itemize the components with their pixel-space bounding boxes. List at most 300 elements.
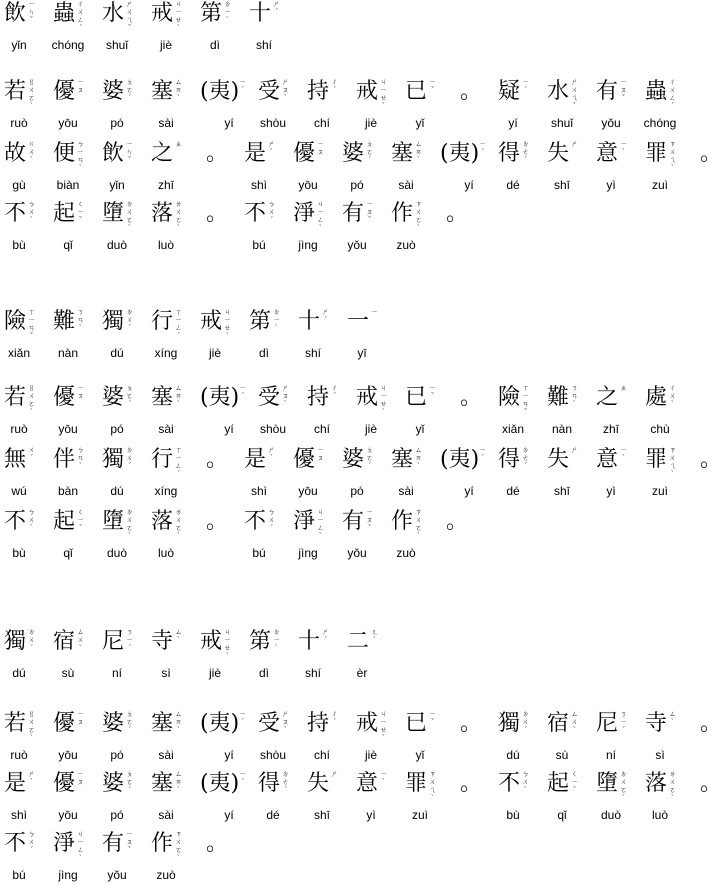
zhuyin-annotation: ㄐㄧㄥˋ [77,830,84,862]
ruby-character [596,78,636,134]
pinyin-annotation: jiè [159,38,172,52]
zhuyin-annotation: ㄗㄨㄛˋ [415,508,422,540]
hanzi-glyph: 得 [498,141,521,166]
ruby-character [293,446,333,502]
hanzi-glyph: (夷) [440,447,480,472]
ruby-character [645,446,685,502]
hanzi-glyph: 墮 [596,771,619,796]
pinyin-annotation: sài [398,178,414,192]
zhuyin-annotation: ㄖㄨㄛˋ [28,384,35,416]
pinyin-annotation: yì [366,808,376,822]
pinyin-annotation: sì [161,666,171,680]
zhuyin-annotation: ㄙˋ [175,628,182,644]
ruby-character [547,446,587,502]
zhuyin-annotation: ㄆㄛˊ [366,446,373,470]
pinyin-annotation: yōu [58,422,78,436]
ruby-character [547,140,587,196]
ruby-character [249,0,289,56]
zhuyin-annotation: ㄅㄢˋ [77,446,84,470]
ruby-character [298,628,338,684]
hanzi-glyph: 作 [391,201,414,226]
zhuyin-annotation: ㄙㄞˋ [175,78,182,102]
pinyin-annotation: yǐ [415,116,425,130]
ruby-character [307,770,347,826]
ruby-character [498,140,538,196]
section-heading [4,628,701,684]
ruby-character [4,0,44,56]
zhuyin-annotation: ㄖㄨㄛˋ [28,78,35,110]
hanzi-glyph: 有 [342,509,365,534]
ruby-character [4,200,44,256]
hanzi-glyph: 受 [258,385,281,410]
zhuyin-annotation: ㄗㄨㄛˋ [175,830,182,862]
ruby-character [200,384,256,440]
pinyin-annotation: duò [600,808,622,822]
pinyin-annotation: yǒu [601,116,621,130]
pinyin-annotation: sài [158,808,174,822]
pinyin-annotation: bù [12,238,26,252]
zhuyin-annotation: ㄕ [331,770,338,778]
zhuyin-annotation: ㄧˇ [429,78,436,94]
pinyin-annotation: yǐn [109,178,125,192]
hanzi-glyph: 淨 [293,201,316,226]
punctuation-mark: 。 [700,771,722,796]
hanzi-glyph: 意 [596,141,619,166]
zhuyin-annotation: ㄆㄛˊ [126,78,133,102]
hanzi-glyph: 得 [498,447,521,472]
hanzi-glyph: 行 [151,309,174,334]
ruby-character [4,508,44,564]
zhuyin-annotation: ㄙㄨˋ [77,628,84,652]
pinyin-annotation: zuì [651,484,668,498]
hanzi-glyph: 不 [244,509,267,534]
hanzi-glyph: 十 [249,1,272,26]
pinyin-annotation: shì [250,484,267,498]
zhuyin-annotation: ㄧㄡˇ [620,78,627,102]
zhuyin-annotation: ㄉㄨㄛˋ [126,508,133,540]
pinyin-annotation: luò [157,546,174,560]
zhuyin-annotation: ㄐㄧㄝˋ [380,78,387,110]
hanzi-glyph: 塞 [151,79,174,104]
ruby-character [4,308,44,364]
pinyin-annotation: ruò [10,422,28,436]
hanzi-glyph: 落 [645,771,668,796]
ruby-character [53,508,93,564]
ruby-character [356,384,396,440]
ruby-character [4,78,44,134]
ruby-character [151,628,191,684]
pinyin-annotation: shī [553,178,570,192]
ruby-character [645,384,685,440]
hanzi-glyph: 罪 [645,141,668,166]
pinyin-annotation: nàn [551,422,573,436]
zhuyin-annotation: ㄔㄨˋ [669,384,676,408]
zhuyin-annotation: ㄆㄛˊ [126,710,133,734]
hanzi-glyph: 寺 [151,629,174,654]
zhuyin-annotation: ㄧㄡ [317,446,324,462]
pinyin-annotation: jiè [364,748,377,762]
zhuyin-annotation: ㄆㄛˊ [126,384,133,408]
hanzi-glyph: 失 [307,771,330,796]
zhuyin-annotation: ㄉㄨˊ [126,308,133,332]
hanzi-glyph: 水 [547,79,570,104]
text-line [4,140,722,196]
ruby-character [102,830,142,886]
pinyin-annotation: jiè [208,346,221,360]
pinyin-annotation: shòu [259,422,287,436]
ruby-character [53,446,93,502]
punctuation-mark: 。 [206,447,229,472]
zhuyin-annotation: ㄕˋ [268,140,275,156]
ruby-character [356,710,396,766]
ruby-character [4,830,44,886]
hanzi-glyph: 優 [293,141,316,166]
zhuyin-annotation: ㄐㄧㄥˋ [317,508,324,540]
hanzi-glyph: 獨 [498,711,521,736]
punctuation-mark: 。 [700,141,722,166]
hanzi-glyph: 落 [151,201,174,226]
pinyin-annotation: shì [250,178,267,192]
ruby-character [645,140,685,196]
hanzi-glyph: 塞 [391,141,414,166]
hanzi-glyph: 不 [4,201,27,226]
zhuyin-annotation: ㄕˊ [322,628,329,644]
pinyin-annotation: zuò [396,546,416,560]
zhuyin-annotation: ㄙㄞˋ [175,770,182,794]
ruby-character [102,140,142,196]
zhuyin-annotation: ㄗㄨㄟˋ [669,140,676,172]
pinyin-annotation: yōu [298,484,318,498]
pinyin-annotation: sù [61,666,75,680]
zhuyin-annotation: ㄌㄨㄛˋ [669,770,676,802]
pinyin-annotation: xíng [154,484,178,498]
zhuyin-annotation: ㄧㄡˇ [366,508,373,532]
ruby-character [258,770,298,826]
zhuyin-annotation: ㄧㄣˇ [28,0,35,24]
pinyin-annotation: dé [506,178,520,192]
ruby-character [547,710,587,766]
pinyin-annotation: zuò [156,868,176,882]
pinyin-annotation: ruò [10,748,28,762]
zhuyin-annotation: ㄧˊ [239,78,246,94]
hanzi-glyph: 起 [53,509,76,534]
ruby-character [53,770,93,826]
hanzi-glyph: 婆 [102,771,125,796]
punctuation-mark: 。 [460,771,483,796]
ruby-character [102,200,142,256]
ruby-character [498,446,538,502]
ruby-character [4,770,44,826]
hanzi-glyph: 險 [498,385,521,410]
zhuyin-annotation: ㄕㄡˋ [282,710,289,734]
pinyin-annotation: yí [224,422,234,436]
pinyin-annotation: ní [111,666,122,680]
zhuyin-annotation: ㄐㄧㄥˋ [317,200,324,232]
punctuation-mark: 。 [460,79,483,104]
ruby-character [102,0,142,56]
zhuyin-annotation: ㄉㄨˊ [126,446,133,470]
zhuyin-annotation: ㄒㄧㄥˊ [175,446,182,478]
zhuyin-annotation: ㄐㄧㄝˋ [380,384,387,416]
pinyin-annotation: bù [12,546,26,560]
hanzi-glyph: 持 [307,711,330,736]
hanzi-glyph: 落 [151,509,174,534]
pinyin-annotation: dì [258,666,269,680]
hanzi-glyph: 墮 [102,509,125,534]
hanzi-glyph: 已 [405,385,428,410]
ruby-character [440,140,496,196]
hanzi-glyph: 故 [4,141,27,166]
zhuyin-annotation: ㄖㄨㄛˋ [28,710,35,742]
hanzi-glyph: 塞 [151,385,174,410]
hanzi-glyph: 寺 [645,711,668,736]
hanzi-glyph: 受 [258,711,281,736]
zhuyin-annotation: ㄉㄧˋ [273,308,280,332]
punctuation-mark: 。 [206,201,229,226]
punctuation-mark: 。 [700,711,722,736]
zhuyin-annotation: ㄙㄞˋ [415,446,422,470]
hanzi-glyph: 已 [405,711,428,736]
zhuyin-annotation: ㄙㄞˋ [175,710,182,734]
pinyin-annotation: yì [606,484,616,498]
pinyin-annotation: jìng [298,238,318,252]
hanzi-glyph: 戒 [200,309,223,334]
pinyin-annotation: yǐn [11,38,27,52]
pinyin-annotation: jiè [364,116,377,130]
zhuyin-annotation: ㄋㄧˊ [620,710,627,734]
zhuyin-annotation: ㄧㄡ [317,140,324,156]
hanzi-glyph: 持 [307,79,330,104]
pinyin-annotation: yí [224,808,234,822]
hanzi-glyph: 難 [53,309,76,334]
pinyin-annotation: zuò [396,238,416,252]
zhuyin-annotation: ㄧㄡ [77,770,84,786]
zhuyin-annotation: ㄆㄛˊ [126,770,133,794]
hanzi-glyph: 獨 [102,309,125,334]
pinyin-annotation: sù [555,748,569,762]
ruby-character [4,710,44,766]
pinyin-annotation: chí [313,422,330,436]
pinyin-annotation: yǐ [415,748,425,762]
hanzi-glyph: 不 [498,771,521,796]
ruby-character [151,200,191,256]
pinyin-annotation: bú [252,546,266,560]
hanzi-glyph: (夷) [200,711,240,736]
hanzi-glyph: 淨 [293,509,316,534]
zhuyin-annotation: ㄔㄨㄥˊ [77,0,84,32]
pinyin-annotation: chí [313,748,330,762]
pinyin-annotation: yí [508,116,518,130]
punctuation-mark: 。 [206,831,229,856]
ruby-character [4,384,44,440]
hanzi-glyph: 戒 [356,79,379,104]
punctuation-mark: 。 [460,711,483,736]
zhuyin-annotation: ㄨˊ [28,446,35,462]
pinyin-annotation: chí [313,116,330,130]
pinyin-annotation: yǒu [107,868,127,882]
zhuyin-annotation: ㄧㄡ [77,78,84,94]
hanzi-glyph: 有 [596,79,619,104]
ruby-character [405,384,445,440]
zhuyin-annotation: ㄅㄧㄢˋ [77,140,84,172]
hanzi-glyph: 不 [4,831,27,856]
hanzi-glyph: 十 [298,629,321,654]
pinyin-annotation: dú [110,346,124,360]
text-line [4,78,701,134]
pinyin-annotation: chóng [51,38,85,52]
hanzi-glyph: 是 [244,141,267,166]
punctuation-mark: 。 [460,385,483,410]
pinyin-annotation: dú [110,484,124,498]
ruby-character [244,508,284,564]
hanzi-glyph: 宿 [547,711,570,736]
pinyin-annotation: sài [158,422,174,436]
ruby-character [244,140,284,196]
ruby-character [200,710,256,766]
hanzi-glyph: 意 [596,447,619,472]
zhuyin-annotation: ㄑㄧˇ [77,508,84,532]
zhuyin-annotation: ㄧˊ [479,446,486,462]
ruby-character [356,78,396,134]
zhuyin-annotation: ㄅㄨˋ [28,200,35,224]
ruby-character [151,384,191,440]
ruby-character [200,78,256,134]
zhuyin-annotation: ㄧㄡ [77,710,84,726]
zhuyin-annotation: ㄙˋ [669,710,676,726]
pinyin-annotation: bú [12,868,26,882]
ruby-character [53,628,93,684]
pinyin-annotation: duò [106,546,128,560]
zhuyin-annotation: ㄔˊ [331,78,338,94]
hanzi-glyph: 蟲 [645,79,668,104]
zhuyin-annotation: ㄒㄧㄢˇ [522,384,529,416]
pinyin-annotation: ní [605,748,616,762]
hanzi-glyph: 罪 [405,771,428,796]
zhuyin-annotation: ㄕˊ [322,308,329,324]
zhuyin-annotation: ㄆㄛˊ [366,140,373,164]
pinyin-annotation: bú [252,238,266,252]
pinyin-annotation: shí [255,38,272,52]
hanzi-glyph: 尼 [102,629,125,654]
zhuyin-annotation: ㄋㄢˋ [77,308,84,332]
ruby-character [151,830,191,886]
hanzi-glyph: 若 [4,385,27,410]
hanzi-glyph: 險 [4,309,27,334]
hanzi-glyph: (夷) [440,141,480,166]
zhuyin-annotation: ㄧˇ [429,384,436,400]
zhuyin-annotation: ㄉㄨㄛˋ [620,770,627,802]
hanzi-glyph: 優 [53,385,76,410]
hanzi-glyph: 第 [249,629,272,654]
zhuyin-annotation: ㄒㄧㄥˊ [175,308,182,340]
ruby-character [151,140,191,196]
zhuyin-annotation: ㄅㄨˊ [268,200,275,224]
ruby-character [342,200,382,256]
hanzi-glyph: 墮 [102,201,125,226]
ruby-character [258,78,298,134]
hanzi-glyph: 失 [547,447,570,472]
pinyin-annotation: shòu [259,748,287,762]
hanzi-glyph: (夷) [200,385,240,410]
hanzi-glyph: 飲 [102,141,125,166]
ruby-character [342,140,382,196]
hanzi-glyph: 二 [347,629,370,654]
pinyin-annotation: wú [11,484,27,498]
pinyin-annotation: shí [304,346,321,360]
hanzi-glyph: 宿 [53,629,76,654]
hanzi-glyph: 失 [547,141,570,166]
pinyin-annotation: qǐ [63,546,73,560]
ruby-character [151,508,191,564]
zhuyin-annotation: ㄕㄡˋ [282,78,289,102]
hanzi-glyph: 獨 [4,629,27,654]
hanzi-glyph: 蟲 [53,1,76,26]
hanzi-glyph: 戒 [200,629,223,654]
ruby-character [53,0,93,56]
zhuyin-annotation: ㄉㄨˊ [28,628,35,652]
hanzi-glyph: 戒 [356,385,379,410]
zhuyin-annotation: ㄙㄞˋ [175,384,182,408]
hanzi-glyph: 意 [356,771,379,796]
ruby-character [405,770,445,826]
hanzi-glyph: 獨 [102,447,125,472]
hanzi-glyph: 飲 [4,1,27,26]
ruby-character [391,140,431,196]
zhuyin-annotation: ㄧˊ [239,770,246,786]
zhuyin-annotation: ㄧˊ [522,78,529,94]
zhuyin-annotation: ㄗㄨㄛˋ [415,200,422,232]
ruby-character [547,770,587,826]
ruby-character [293,200,333,256]
ruby-character [596,384,636,440]
ruby-character [200,770,256,826]
zhuyin-annotation: ㄅㄨˊ [28,830,35,854]
pinyin-annotation: chóng [643,116,677,130]
hanzi-glyph: 作 [151,831,174,856]
pinyin-annotation: shòu [259,116,287,130]
hanzi-glyph: 不 [244,201,267,226]
hanzi-glyph: 戒 [356,711,379,736]
ruby-character [53,830,93,886]
ruby-character [53,384,93,440]
ruby-character [293,508,333,564]
pinyin-annotation: zhī [602,422,619,436]
pinyin-annotation: qǐ [63,238,73,252]
zhuyin-annotation: ㄙㄨˋ [571,710,578,734]
pinyin-annotation: bàn [57,484,79,498]
ruby-character [151,770,191,826]
punctuation-mark: 。 [446,509,469,534]
zhuyin-annotation: ㄑㄧˇ [77,200,84,224]
hanzi-glyph: 塞 [151,711,174,736]
ruby-character [596,710,636,766]
zhuyin-annotation: ㄕㄨㄟˇ [126,0,133,32]
pinyin-annotation: jiè [208,666,221,680]
ruby-character [102,308,142,364]
zhuyin-annotation: ㄐㄧㄝˋ [224,308,231,340]
zhuyin-annotation: ㄕ [571,446,578,454]
zhuyin-annotation: ㄧㄡˇ [126,830,133,854]
hanzi-glyph: 是 [244,447,267,472]
pinyin-annotation: nàn [57,346,79,360]
ruby-character [498,770,538,826]
pinyin-annotation: dú [506,748,520,762]
ruby-character [645,710,685,766]
hanzi-glyph: 之 [151,141,174,166]
ruby-character [249,308,289,364]
ruby-character [102,78,142,134]
ruby-character [391,446,431,502]
